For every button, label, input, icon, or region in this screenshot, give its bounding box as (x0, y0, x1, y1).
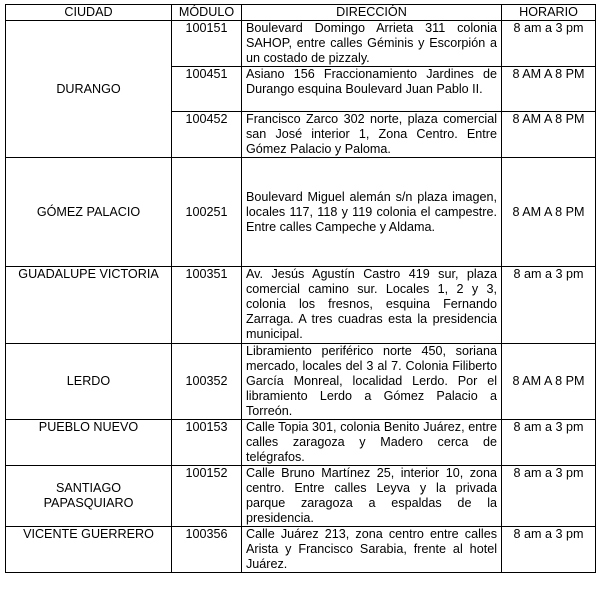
address-cell: Av. Jesús Agustín Castro 419 sur, plaza comercial camino sur. Locales 1, 2 y 3, colonia los fresnos, esquina Fernando Zarraga. A tres cuadras esta la presidencia municipal. (242, 267, 502, 344)
city-cell: GÓMEZ PALACIO (6, 158, 172, 267)
header-ciudad: CIUDAD (6, 5, 172, 21)
table-row (6, 420, 596, 466)
module-cell: 100153 (172, 420, 242, 466)
address-cell: Libramiento periférico norte 450, soriana mercado, locales del 3 al 7. Colonia Filiberto García Monreal, localidad Lerdo. Por el libramiento Lerdo a Gómez Palacio a Torreón. (242, 344, 502, 420)
schedule-cell: 8 am a 3 pm (502, 466, 596, 527)
table-header-row (6, 5, 596, 21)
table-row (6, 267, 596, 344)
module-cell: 100451 (172, 67, 242, 112)
module-cell: 100151 (172, 21, 242, 67)
schedule-cell: 8 AM A 8 PM (502, 158, 596, 267)
module-cell: 100251 (172, 158, 242, 267)
schedule-cell: 8 AM A 8 PM (502, 67, 596, 112)
header-direccion: DIRECCIÓN (242, 5, 502, 21)
city-cell: VICENTE GUERRERO (6, 527, 172, 573)
city-cell: PUEBLO NUEVO (6, 420, 172, 466)
address-cell: Boulevard Domingo Arrieta 311 colonia SAHOP, entre calles Géminis y Escorpión a un costado de pizzaly. (242, 21, 502, 67)
city-cell: DURANGO (6, 21, 172, 158)
module-cell: 100356 (172, 527, 242, 573)
city-cell: LERDO (6, 344, 172, 420)
schedule-cell: 8 am a 3 pm (502, 527, 596, 573)
table-row (6, 21, 596, 67)
table-row (6, 527, 596, 573)
schedule-cell: 8 am a 3 pm (502, 21, 596, 67)
schedule-cell: 8 AM A 8 PM (502, 112, 596, 158)
address-cell: Calle Bruno Martínez 25, interior 10, zona centro. Entre calles Leyva y la privada parque zaragoza a espaldas de la presidencia. (242, 466, 502, 527)
header-modulo: MÓDULO (172, 5, 242, 21)
address-cell: Calle Topia 301, colonia Benito Juárez, entre calles zaragoza y Madero cerca de telégrafos. (242, 420, 502, 466)
schedule-cell: 8 AM A 8 PM (502, 344, 596, 420)
table-row (6, 466, 596, 527)
address-cell: Calle Juárez 213, zona centro entre calles Arista y Francisco Sarabia, frente al hotel Juárez. (242, 527, 502, 573)
table-row (6, 158, 596, 267)
address-cell: Boulevard Miguel alemán s/n plaza imagen, locales 117, 118 y 119 colonia el campestre. Entre calles Campeche y Aldama. (242, 158, 502, 267)
modules-table (5, 4, 596, 573)
city-cell: SANTIAGO PAPASQUIARO (6, 466, 172, 527)
table-row (6, 344, 596, 420)
modules-table-wrapper (5, 4, 595, 573)
schedule-cell: 8 am a 3 pm (502, 420, 596, 466)
header-horario: HORARIO (502, 5, 596, 21)
address-cell: Asiano 156 Fraccionamiento Jardines de Durango esquina Boulevard Juan Pablo II. (242, 67, 502, 112)
module-cell: 100452 (172, 112, 242, 158)
module-cell: 100351 (172, 267, 242, 344)
city-cell: GUADALUPE VICTORIA (6, 267, 172, 344)
schedule-cell: 8 am a 3 pm (502, 267, 596, 344)
address-cell: Francisco Zarco 302 norte, plaza comercial san José interior 1, Zona Centro. Entre Gómez Palacio y Paloma. (242, 112, 502, 158)
module-cell: 100352 (172, 344, 242, 420)
module-cell: 100152 (172, 466, 242, 527)
